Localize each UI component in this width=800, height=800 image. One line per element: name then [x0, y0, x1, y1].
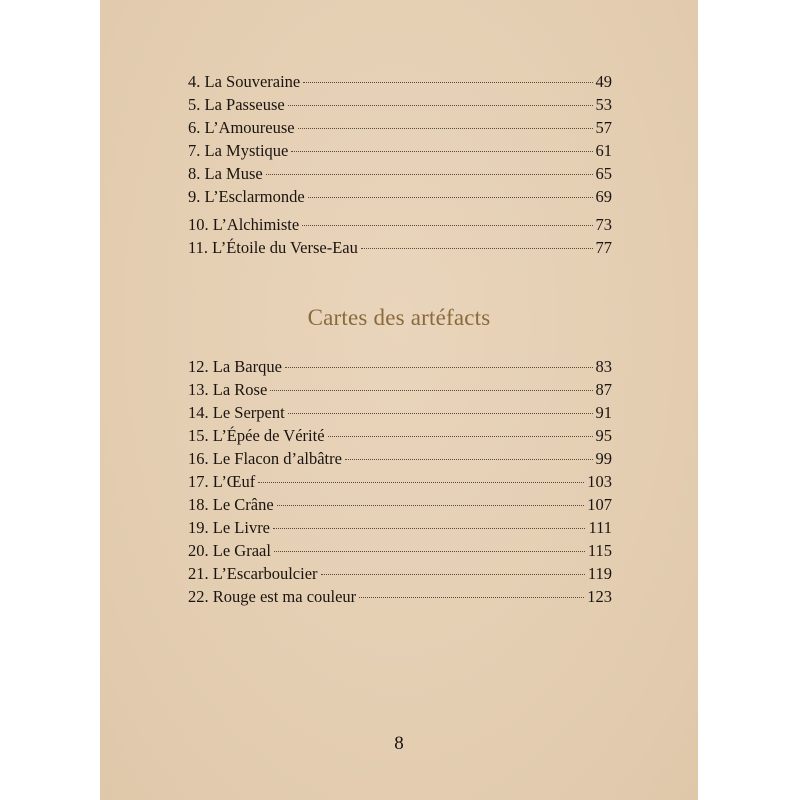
toc-list-cards — [188, 70, 612, 259]
section-title: Cartes des artéfacts — [307, 305, 491, 330]
page-number: 8 — [394, 733, 404, 754]
toc-entry-page: 115 — [587, 541, 612, 560]
toc-entry-title: 14. Le Serpent — [188, 403, 285, 422]
toc-entry-page: 87 — [595, 380, 612, 399]
toc-entry-title: 16. Le Flacon d’albâtre — [188, 449, 342, 468]
dot-leader — [321, 574, 585, 575]
toc-entry-title: 21. L’Escarboulcier — [188, 564, 318, 583]
toc-entry-title: 9. L’Esclarmonde — [188, 187, 305, 206]
dot-leader — [273, 528, 585, 529]
toc-entry-page: 99 — [595, 449, 612, 468]
toc-entry-title: 4. La Souveraine — [188, 72, 301, 91]
toc-entry-page: 77 — [595, 238, 612, 257]
dot-leader — [291, 151, 592, 152]
toc-entry-title: 20. Le Graal — [188, 541, 271, 560]
toc-entry-page: 83 — [595, 357, 612, 376]
toc-entry-title: 22. Rouge est ma couleur — [188, 587, 357, 606]
toc-entry-page: 111 — [588, 518, 612, 537]
book-page — [100, 0, 698, 800]
toc-entry-title: 5. La Passeuse — [188, 95, 285, 114]
toc-entry-title: 19. Le Livre — [188, 518, 271, 537]
toc-entry — [188, 516, 612, 539]
toc-entry — [188, 70, 612, 93]
toc-entry-page: 73 — [595, 215, 612, 234]
dot-leader — [359, 597, 584, 598]
toc-entry — [188, 93, 612, 116]
dot-leader — [288, 413, 593, 414]
dot-leader — [302, 225, 592, 226]
toc-entry-title: 7. La Mystique — [188, 141, 289, 160]
toc-entry-title: 12. La Barque — [188, 357, 282, 376]
toc-entry — [188, 236, 612, 259]
toc-entry — [188, 447, 612, 470]
toc-entry — [188, 585, 612, 608]
toc-entry-page: 119 — [587, 564, 612, 583]
toc-entry — [188, 401, 612, 424]
toc-entry-title: 6. L’Amoureuse — [188, 118, 295, 137]
toc-entry — [188, 493, 612, 516]
dot-leader — [266, 174, 593, 175]
toc-list-artefacts — [188, 355, 612, 608]
toc-entry-page: 49 — [595, 72, 612, 91]
dot-leader — [277, 505, 585, 506]
toc-entry-title: 8. La Muse — [188, 164, 263, 183]
dot-leader — [345, 459, 593, 460]
toc-entry — [188, 185, 612, 208]
dot-leader — [298, 128, 593, 129]
toc-entry-title: 15. L’Épée de Vérité — [188, 426, 325, 445]
toc-entry — [188, 378, 612, 401]
toc-entry-title: 17. L’Œuf — [188, 472, 256, 491]
toc-entry-page: 69 — [595, 187, 612, 206]
toc-entry-title: 11. L’Étoile du Verse-Eau — [188, 238, 358, 257]
toc-entry-page: 107 — [587, 495, 612, 514]
dot-leader — [270, 390, 592, 391]
toc-entry-title: 18. Le Crâne — [188, 495, 274, 514]
dot-leader — [328, 436, 593, 437]
toc-entry — [188, 539, 612, 562]
toc-entry — [188, 162, 612, 185]
toc-entry-page: 57 — [595, 118, 612, 137]
dot-leader — [303, 82, 592, 83]
dot-leader — [285, 367, 593, 368]
toc-entry-title: 13. La Rose — [188, 380, 268, 399]
dot-leader — [288, 105, 593, 106]
toc-entry — [188, 116, 612, 139]
toc-entry — [188, 355, 612, 378]
toc-entry-page: 95 — [595, 426, 612, 445]
toc-entry — [188, 470, 612, 493]
toc-entry — [188, 213, 612, 236]
toc-entry-page: 53 — [595, 95, 612, 114]
toc-entry — [188, 139, 612, 162]
toc-entry-page: 123 — [587, 587, 612, 606]
toc-entry-page: 103 — [587, 472, 612, 491]
toc-entry-page: 61 — [595, 141, 612, 160]
toc-entry-page: 91 — [595, 403, 612, 422]
toc-entry-page: 65 — [595, 164, 612, 183]
toc-entry — [188, 562, 612, 585]
dot-leader — [258, 482, 584, 483]
dot-leader — [361, 248, 593, 249]
dot-leader — [274, 551, 585, 552]
dot-leader — [308, 197, 593, 198]
toc-entry — [188, 424, 612, 447]
toc-entry-title: 10. L’Alchimiste — [188, 215, 300, 234]
